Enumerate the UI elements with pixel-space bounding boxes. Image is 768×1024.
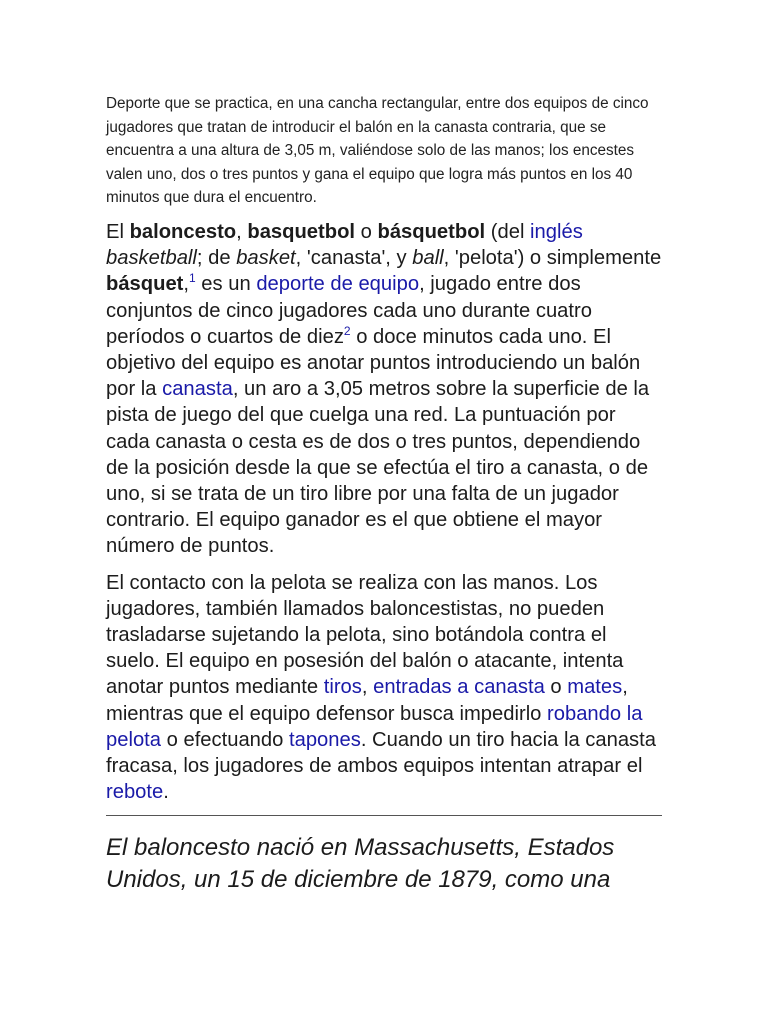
text-run: o (355, 220, 378, 243)
term-basquet: básquet (106, 273, 184, 296)
link-tiros[interactable]: tiros (323, 676, 362, 699)
term-ball: ball (412, 247, 444, 270)
link-canasta[interactable]: canasta (162, 378, 233, 401)
term-basquetbol-accent: básquetbol (377, 220, 486, 243)
link-rebote[interactable]: rebote (106, 781, 164, 804)
reference-1[interactable] (189, 271, 196, 285)
article-paragraph-rules (106, 570, 662, 806)
text-run: . (163, 781, 169, 804)
link-mates[interactable]: mates (567, 676, 623, 699)
link-ingles[interactable]: inglés (530, 220, 583, 243)
section-divider (106, 815, 662, 816)
term-basquetbol: basquetbol (247, 220, 356, 243)
text-run: , mientras que el equipo defensor busca impedirlo (106, 676, 628, 725)
text-run: o efectuando (161, 728, 289, 751)
text-run: ; de (196, 247, 237, 270)
text-run: o (544, 676, 568, 699)
text-run: El (106, 220, 130, 243)
history-paragraph: El baloncesto nació en Massachusetts, Estados Unidos, un 15 de diciembre de 1879, como una (106, 834, 615, 893)
text-run: es un (195, 273, 257, 296)
text-run: , (236, 220, 248, 243)
reference-2[interactable] (344, 324, 351, 338)
term-baloncesto: baloncesto (129, 220, 237, 243)
text-run: (del (485, 220, 531, 243)
text-run: , (361, 676, 374, 699)
text-run: . Cuando un tiro hacia la canasta fracasa, los jugadores de ambos equipos intentan atrapar el (106, 728, 656, 778)
text-run: El contacto con la pelota se realiza con las manos. Los jugadores, también llamados baloncestistas, no pueden trasladarse sujetando la pelota, sino botándola contra el suelo. El equipo en posesión del balón o atacante, intenta anotar puntos mediante (106, 571, 624, 699)
definition-paragraph: Deporte que se practica, en una cancha rectangular, entre dos equipos de cinco jugadores que tratan de introducir el balón en la canasta contraria, que se encuentra a una altura de 3,05 m, valiéndose solo de las manos; los encestes valen uno, dos o tres puntos y gana el equipo que logra más puntos en los 40 minutos que dura el encuentro. (106, 95, 649, 207)
text-run: , jugado entre dos conjuntos de cinco jugadores cada uno durante cuatro períodos o cuartos de diez (106, 273, 592, 348)
term-basketball: basketball (106, 247, 197, 270)
text-run: , (183, 273, 190, 296)
reference-2-label[interactable]: 2 (343, 323, 351, 338)
link-entradas-a-canasta[interactable]: entradas a canasta (373, 676, 545, 699)
document-page (106, 92, 662, 895)
article-paragraph-intro (106, 219, 662, 560)
text-run: , 'canasta', y (295, 247, 413, 270)
reference-1-label[interactable]: 1 (189, 271, 196, 286)
link-deporte-de-equipo[interactable]: deporte de equipo (256, 273, 420, 296)
link-tapones[interactable]: tapones (288, 728, 361, 751)
term-basket: basket (236, 247, 296, 270)
text-run: , un aro a 3,05 metros sobre la superficie de la pista de juego del que cuelga una red. La puntuación por cada canasta o cesta es de dos o tres puntos, dependiendo de la posición desde la que se efectúa el tiro a canasta, o de uno, si se trata de un tiro libre por una falta de un jugador contrario. El equipo ganador es el que obtiene el mayor número de puntos. (106, 378, 650, 558)
text-run: o doce minutos cada uno. El objetivo del equipo es anotar puntos introduciendo un balón por la (106, 325, 641, 401)
text-run: , 'pelota') o simplemente (443, 247, 662, 270)
link-robando-la-pelota[interactable]: robando la pelota (106, 702, 643, 751)
